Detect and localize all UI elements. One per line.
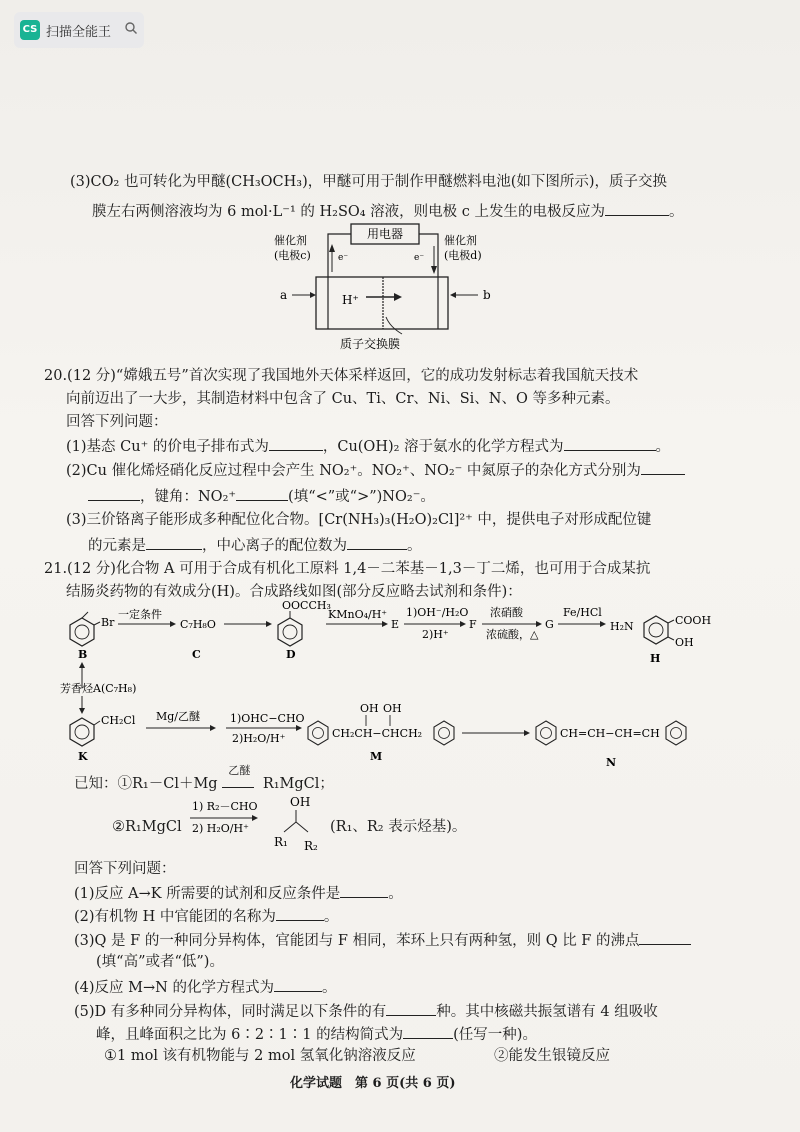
q21-part3-text: (3)Q 是 F 的一种同分异构体，官能团与 F 相同，苯环上只有两种氢，则 Q 比 F 的沸点 [74,933,640,949]
fuel-cell-diagram [270,222,500,352]
known-2-r1: R₁ [274,835,288,849]
q20-part2-text3: (填“<”或“>”)NO₂⁻。 [288,489,435,505]
app-name: 扫描全能王 [46,25,112,40]
period: 。 [669,204,684,220]
known-2-note: (R₁、R₂ 表示烃基)。 [330,819,467,835]
answer-blank[interactable] [386,1003,436,1016]
benzene-ring-b [70,618,94,646]
cond-g-h: Fe/HCl [563,606,602,619]
q21-part5-text3: 峰，且峰面积之比为 6∶2∶1∶1 的结构简式为 [96,1027,404,1043]
known-1-condition: 乙醚 [228,764,251,777]
period: 。 [655,439,671,455]
b-label: B [78,648,88,661]
q21-part5-text4: (任写一种)。 [453,1027,537,1043]
cond-b-c: 一定条件 [118,608,162,621]
q20-part3-line1: (3)三价铬离子能形成多种配位化合物。[Cr(NH₃)₃(H₂O)₂Cl]²⁺ 中，提供电子对形成配位键 [66,512,652,528]
benzene-ring-d [278,618,302,646]
q21-part4-text: (4)反应 M→N 的化学方程式为 [74,980,274,996]
known-1-reactants: 已知：①R₁－Cl＋Mg [74,776,218,792]
cond-m-2: 2)H₂O/H⁺ [232,732,286,745]
cond-d-e: KMnO₄/H⁺ [328,608,388,621]
known-2-scheme [188,796,348,854]
f-label: F [469,618,477,631]
benzene-ring-m2 [434,721,454,745]
q21-part5-line1 [74,1003,658,1020]
q21-part2 [74,908,338,925]
membrane-label: 质子交换膜 [340,337,401,351]
known-1-product: R₁MgCl； [262,776,334,792]
cond-f-g-1: 浓硝酸 [490,606,523,619]
h-hydroxyl: OH [675,636,694,649]
answer-blank[interactable] [564,438,656,451]
scanner-app-badge[interactable] [14,12,144,48]
q20-part1-text2: ，Cu(OH)₂ 溶于氨水的化学方程式为 [322,439,564,455]
q21-part3-line1 [74,932,691,949]
known-1 [74,764,334,792]
reaction-arrow [222,780,254,788]
m-label: M [370,750,383,763]
answer-blank[interactable] [269,438,323,451]
answer-blank[interactable] [403,1026,453,1039]
q20-part2-text2: ，键角：NO₂⁺ [140,489,237,505]
d-substituent: OOCCH₃ [282,600,331,612]
q20-part1 [66,438,670,455]
answer-blank[interactable] [347,537,407,550]
period: 。 [388,886,403,902]
q21-part5-text: (5)D 有多种同分异构体，同时满足以下条件的有 [74,1004,387,1020]
e-label: E [391,618,400,631]
h-amine: H₂N [610,620,634,633]
inlet-b: b [483,288,491,302]
n-label: N [606,756,617,769]
answer-blank[interactable] [639,932,691,945]
answer-blank[interactable] [605,203,669,216]
known-2-reactant: ②R₁MgCl [112,819,182,835]
period: 。 [323,909,339,925]
known-2-cond2: 2) H₂O/H⁺ [192,822,249,835]
q20-part1-text: (1)基态 Cu⁺ 的价电子排布式为 [66,439,269,455]
k-label: K [78,750,88,763]
m-oh-1: OH [360,702,379,715]
known-2-oh: OH [290,796,311,809]
answer-blank[interactable] [88,488,140,501]
h-carboxyl: COOH [675,614,712,627]
answer-blank[interactable] [146,537,202,550]
known-2-cond1: 1) R₂－CHO [192,800,258,813]
left-electrode-label: (电极c) [274,249,311,262]
page-footer: 化学试题 第 6 页(共 6 页) [290,1076,456,1091]
q20-stem-line2: 向前迈出了一大步，其制造材料中包含了 Cu、Ti、Cr、Ni、Si、N、O 等多种元素。 [66,391,620,407]
q19-3-line1: (3)CO₂ 也可转化为甲醚(CH₃OCH₃)，甲醚可用于制作甲醚燃料电池(如下图所示)，质子交换 [70,174,668,190]
h-label: H [650,652,661,665]
g-label: G [545,618,554,631]
q20-stem-line1: 20.(12 分)“嫦娥五号”首次实现了我国地外天体采样返回，它的成功发射标志着我国航天技术 [44,368,639,384]
app-logo: CS [20,20,40,40]
device-label: 用电器 [366,227,404,241]
q20-part3-text2: ，中心离子的配位数为 [202,538,347,554]
c-formula: C₇H₈O [180,618,216,631]
benzene-ring-k [70,718,94,746]
answer-blank[interactable] [641,462,685,475]
q21-part4 [74,979,336,996]
q21-ask: 回答下列问题： [74,861,176,877]
right-electrode-label: (电极d) [444,249,482,262]
q19-3-line2 [92,203,684,220]
q20-ask: 回答下列问题： [66,414,168,430]
q19-3-line2-text: 膜左右两侧溶液均为 6 mol·L⁻¹ 的 H₂SO₄ 溶液，则电极 c 上发生的电极反应为 [92,204,606,220]
cond-e-f-2: 2)H⁺ [422,628,449,641]
benzene-ring-h [644,616,668,644]
aromatic-a-label: 芳香烃A(C₇H₈) [60,682,137,695]
k-substituent: CH₂Cl [101,714,136,727]
condition-2: ②能发生银镜反应 [494,1048,610,1064]
benzene-ring-n1 [536,721,556,745]
answer-blank[interactable] [276,908,324,921]
q21-part1-text: (1)反应 A→K 所需要的试剂和反应条件是 [74,886,341,902]
q21-part5-line2 [96,1026,537,1043]
proton-label: H⁺ [342,293,359,307]
cond-k: Mg/乙醚 [156,710,201,723]
inlet-a: a [280,288,288,302]
electron-right: e⁻ [414,253,425,263]
cond-m-1: 1)OHC−CHO [230,712,305,725]
d-label: D [286,648,296,661]
electron-left: e⁻ [338,253,349,263]
q20-part2-text: (2)Cu 催化烯烃硝化反应过程中会产生 NO₂⁺。NO₂⁺、NO₂⁻ 中氮原子的杂化方式分别为 [66,463,641,479]
q21-part3-line2: (填“高”或者“低”)。 [96,954,224,970]
answer-blank[interactable] [274,979,322,992]
q21-stem-line2: 结肠炎药物的有效成分(H)。合成路线如图(部分反应略去试剂和条件)： [66,584,522,600]
cond-e-f-1: 1)OH⁻/H₂O [406,606,469,619]
b-substituent: Br [101,616,115,629]
answer-blank[interactable] [340,885,388,898]
q20-part2-line1 [66,462,685,479]
q20-part3-text: 的元素是 [88,538,146,554]
synthesis-scheme [60,600,720,770]
period: 。 [407,538,422,554]
right-catalyst-label: 催化剂 [444,234,477,247]
period: 。 [321,980,337,996]
benzene-ring-m1 [308,721,328,745]
m-chain: CH₂CH−CHCH₂ [332,727,423,740]
q20-part2-line2 [88,488,435,505]
q21-part2-text: (2)有机物 H 中官能团的名称为 [74,909,276,925]
q21-stem-line1: 21.(12 分)化合物 A 可用于合成有机化工原料 1,4－二苯基－1,3－丁二烯，也可用于合成某抗 [44,561,651,577]
q21-part5-text2: 种。其中核磁共振氢谱有 4 组吸收 [436,1004,658,1020]
q20-part3-line2 [88,537,422,554]
m-oh-2: OH [383,702,402,715]
n-chain: CH=CH−CH=CH [560,727,660,740]
known-2-r2: R₂ [304,839,318,853]
answer-blank[interactable] [236,488,288,501]
search-icon[interactable] [124,21,138,35]
q21-part1 [74,885,403,902]
condition-1: ①1 mol 该有机物能与 2 mol 氢氧化钠溶液反应 [104,1048,416,1064]
left-catalyst-label: 催化剂 [274,234,307,247]
benzene-ring-n2 [666,721,686,745]
cond-f-g-2: 浓硫酸，△ [486,628,539,641]
c-label: C [192,648,201,661]
cell-body [316,277,448,329]
